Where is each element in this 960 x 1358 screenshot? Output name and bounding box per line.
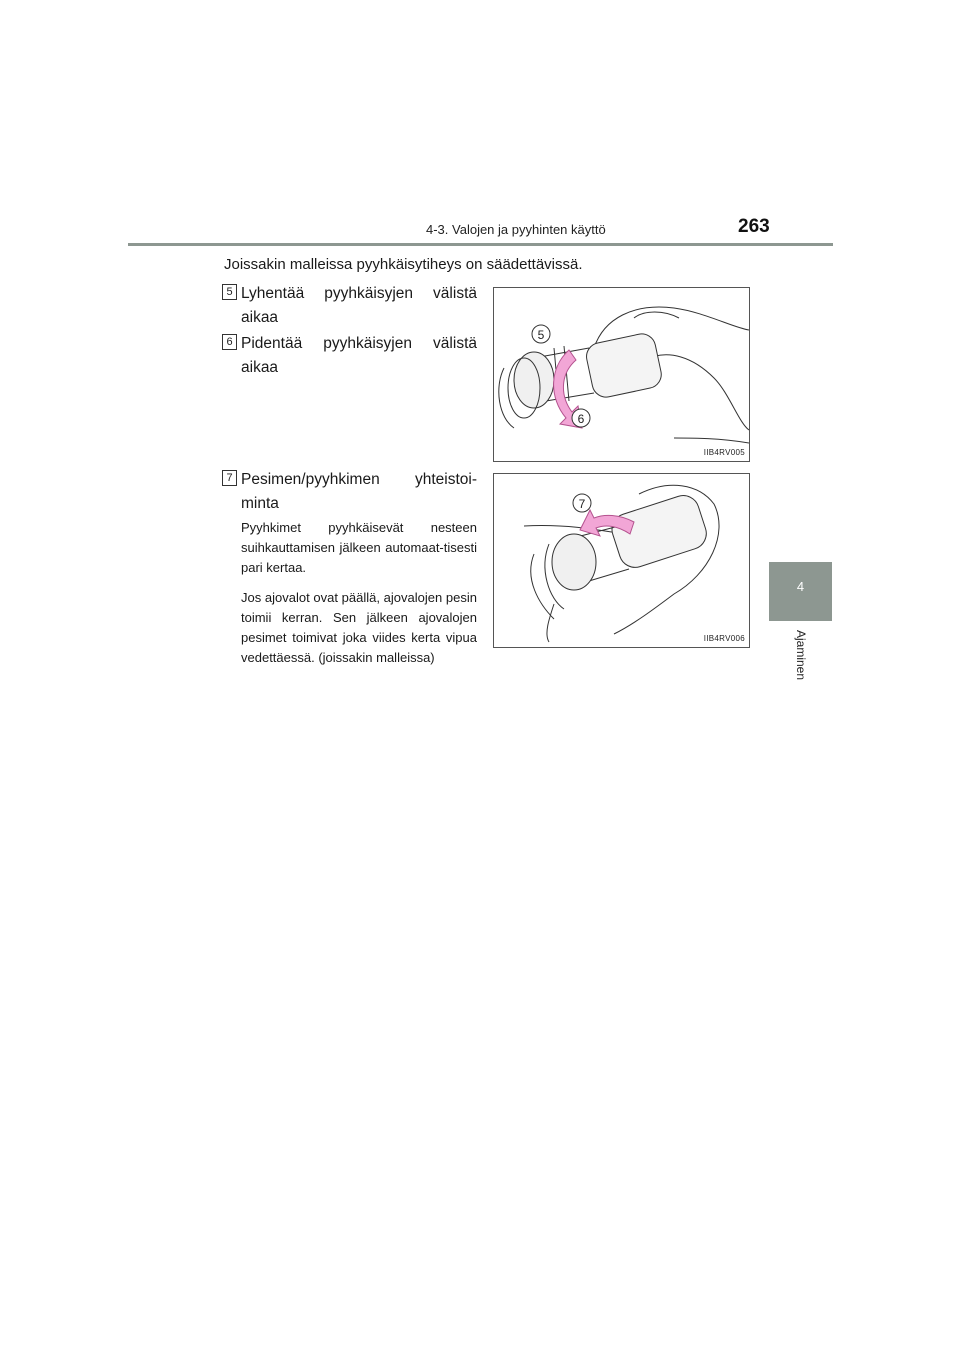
note-paragraph: Jos ajovalot ovat päällä, ajovalojen pesin toimii kerran. Sen jälkeen ajovalojen pesimet toimivat joka viides kerta vipua vedettäessä. (joissakin malleissa) bbox=[241, 590, 477, 665]
callout-5: 5 bbox=[537, 328, 545, 342]
chapter-number: 4 bbox=[796, 579, 805, 594]
wiper-lever-figure-1 bbox=[493, 287, 750, 462]
item-number-badge: 6 bbox=[222, 334, 237, 350]
list-item bbox=[222, 282, 477, 330]
item-text: Pidentää pyyhkäisyjen välistä aikaa bbox=[241, 335, 477, 376]
intro-text: Joissakin malleissa pyyhkäisytiheys on säädettävissä. bbox=[224, 256, 583, 273]
wiper-lever-illustration-1 bbox=[494, 288, 749, 461]
callout-7: 7 bbox=[578, 497, 586, 511]
chapter-tab bbox=[769, 562, 832, 621]
header-rule bbox=[128, 243, 833, 246]
callout-6: 6 bbox=[577, 412, 585, 426]
chapter-label: Ajaminen bbox=[794, 630, 808, 681]
note-paragraph: Pyyhkimet pyyhkäisevät nesteen suihkauttamisen jälkeen automaat-tisesti pari kertaa. bbox=[241, 520, 477, 575]
page-number: 263 bbox=[738, 216, 770, 237]
figure-code: IIB4RV005 bbox=[703, 448, 745, 457]
list-item bbox=[222, 332, 477, 380]
wiper-lever-figure-2 bbox=[493, 473, 750, 648]
wiper-lever-illustration-2 bbox=[494, 474, 749, 647]
item-number-badge: 7 bbox=[222, 470, 237, 486]
list-item bbox=[222, 468, 477, 516]
item-number-badge: 5 bbox=[222, 284, 237, 300]
figure-code: IIB4RV006 bbox=[703, 634, 745, 643]
header-section-title: 4-3. Valojen ja pyyhinten käyttö bbox=[426, 222, 606, 237]
item-text: Lyhentää pyyhkäisyjen välistä aikaa bbox=[241, 285, 477, 326]
item-text: Pesimen/pyyhkimen yhteistoi-minta bbox=[241, 471, 477, 512]
